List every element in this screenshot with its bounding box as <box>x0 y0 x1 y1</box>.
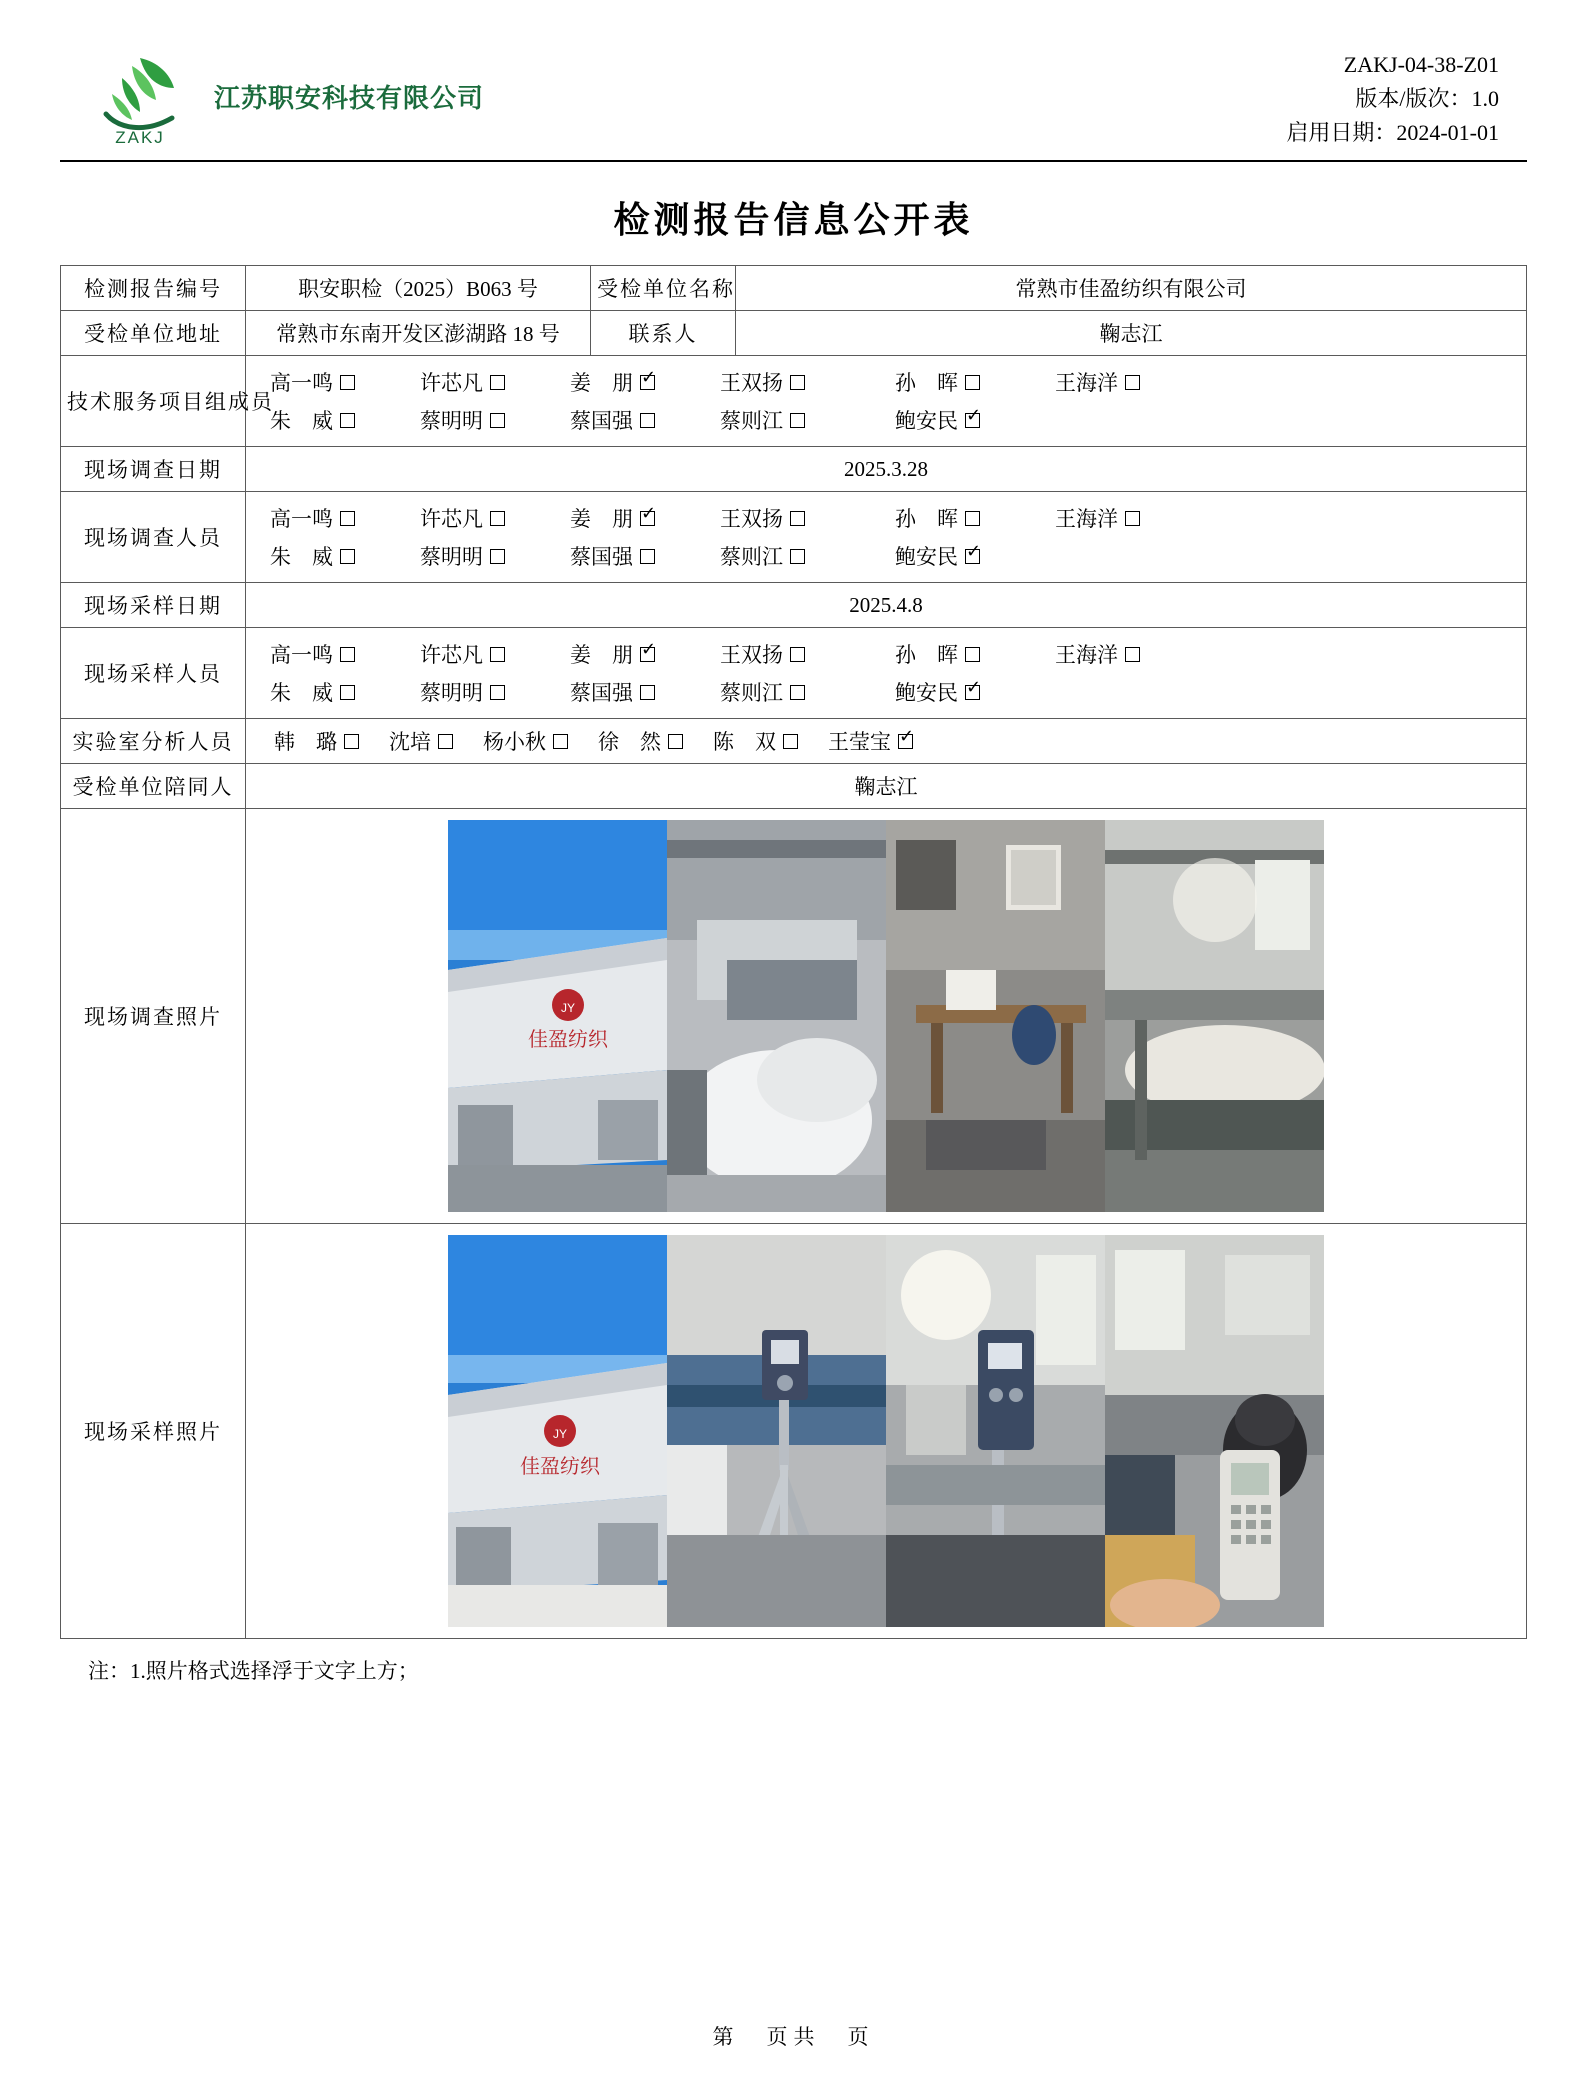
checkbox[interactable] <box>490 549 505 564</box>
roster-person[interactable]: 蔡明明 <box>420 405 570 435</box>
roster-person[interactable]: 姜 朋 ✓ <box>570 367 720 397</box>
roster-person[interactable]: 王海洋 <box>1055 367 1205 397</box>
lab-staff-roster <box>246 719 1527 764</box>
checkbox[interactable] <box>965 413 980 428</box>
escort-value: 鞠志江 <box>246 764 1527 809</box>
checkbox[interactable] <box>1125 511 1140 526</box>
lab-staff-label: 实验室分析人员 <box>61 719 246 764</box>
checkbox[interactable] <box>965 685 980 700</box>
roster-person[interactable]: 蔡明明 <box>420 677 570 707</box>
survey-staff-label: 现场调查人员 <box>61 492 246 583</box>
photo-thumbnail <box>448 820 667 1212</box>
photo-thumbnail <box>667 820 886 1212</box>
checkbox[interactable] <box>790 375 805 390</box>
roster-person[interactable]: 徐 然 <box>598 726 683 756</box>
checkbox[interactable] <box>490 413 505 428</box>
roster-person[interactable]: 杨小秋 <box>483 726 568 756</box>
address-label: 受检单位地址 <box>61 311 246 356</box>
roster-person[interactable]: 蔡明明 <box>420 541 570 571</box>
roster-person[interactable]: 鲍安民 ✓ <box>895 541 1055 571</box>
checkbox[interactable] <box>490 685 505 700</box>
client-value: 常熟市佳盈纺织有限公司 <box>736 266 1527 311</box>
document-effective-date: 启用日期：2024-01-01 <box>1286 120 1499 146</box>
sampling-photos-cell <box>246 1224 1527 1639</box>
svg-text:ZAKJ: ZAKJ <box>115 128 165 147</box>
svg-text:佳盈纺织: 佳盈纺织 <box>520 1454 600 1479</box>
checkbox[interactable] <box>640 511 655 526</box>
roster-person[interactable]: 韩 璐 <box>274 726 359 756</box>
roster-person[interactable]: 沈培 <box>389 726 453 756</box>
contact-label: 联系人 <box>591 311 736 356</box>
checkbox[interactable] <box>965 549 980 564</box>
checkbox[interactable] <box>490 511 505 526</box>
page-title: 检测报告信息公开表 <box>613 200 974 241</box>
footnote: 注：1.照片格式选择浮于文字上方； <box>88 1659 419 1684</box>
roster-person[interactable]: 孙 晖 <box>895 639 1055 669</box>
roster-person[interactable]: 王海洋 <box>1055 503 1205 533</box>
checkbox[interactable] <box>640 685 655 700</box>
checkbox[interactable] <box>965 375 980 390</box>
photo-thumbnail <box>886 820 1105 1212</box>
checkbox[interactable] <box>898 734 913 749</box>
roster-person[interactable]: 蔡则江 <box>720 405 895 435</box>
table-row <box>61 583 1527 628</box>
sampling-staff-roster <box>246 628 1527 719</box>
roster-person[interactable]: 高一鸣 <box>270 639 420 669</box>
roster-person[interactable]: 姜 朋 ✓ <box>570 503 720 533</box>
roster-person[interactable]: 鲍安民 ✓ <box>895 677 1055 707</box>
checkbox[interactable] <box>340 375 355 390</box>
address-value: 常熟市东南开发区澎湖路 18 号 <box>246 311 591 356</box>
roster-person[interactable]: 王莹宝 ✓ <box>828 726 913 756</box>
checkbox[interactable] <box>668 734 683 749</box>
table-row <box>61 447 1527 492</box>
checkbox[interactable] <box>490 375 505 390</box>
checkbox[interactable] <box>790 685 805 700</box>
table-row <box>61 266 1527 311</box>
client-label: 受检单位名称 <box>591 266 736 311</box>
table-row <box>61 764 1527 809</box>
roster-person[interactable]: 姜 朋 ✓ <box>570 639 720 669</box>
team-roster <box>246 356 1527 447</box>
checkbox[interactable] <box>783 734 798 749</box>
checkbox[interactable] <box>438 734 453 749</box>
roster-person[interactable]: 朱 威 <box>270 405 420 435</box>
sampling-photos-label: 现场采样照片 <box>61 1224 246 1639</box>
roster-person[interactable]: 高一鸣 <box>270 367 420 397</box>
checkbox[interactable] <box>790 647 805 662</box>
roster-person[interactable]: 蔡则江 <box>720 541 895 571</box>
table-row <box>61 628 1527 719</box>
roster-person[interactable]: 高一鸣 <box>270 503 420 533</box>
roster-person[interactable]: 蔡则江 <box>720 677 895 707</box>
table-row <box>61 311 1527 356</box>
checkbox[interactable] <box>553 734 568 749</box>
roster-person[interactable]: 朱 威 <box>270 541 420 571</box>
checkbox[interactable] <box>965 511 980 526</box>
page-footer: 第 页共 页 <box>712 2025 875 2049</box>
table-row <box>61 809 1527 1224</box>
checkbox[interactable] <box>340 413 355 428</box>
survey-date-value: 2025.3.28 <box>246 447 1527 492</box>
survey-date-label: 现场调查日期 <box>61 447 246 492</box>
checkbox[interactable] <box>1125 647 1140 662</box>
document-code: ZAKJ-04-38-Z01 <box>1343 52 1499 77</box>
sampling-staff-label: 现场采样人员 <box>61 628 246 719</box>
sampling-date-value: 2025.4.8 <box>246 583 1527 628</box>
checkbox[interactable] <box>344 734 359 749</box>
team-label: 技术服务项目组成员 <box>61 356 246 447</box>
checkbox[interactable] <box>1125 375 1140 390</box>
report-info-table <box>60 265 1527 1639</box>
checkbox[interactable] <box>340 685 355 700</box>
checkbox[interactable] <box>640 647 655 662</box>
checkbox[interactable] <box>340 549 355 564</box>
survey-photos-cell <box>246 809 1527 1224</box>
svg-text:JY: JY <box>560 1001 576 1016</box>
roster-person[interactable]: 蔡国强 <box>570 405 720 435</box>
roster-person[interactable]: 王双扬 <box>720 367 895 397</box>
photo-thumbnail <box>1105 820 1324 1212</box>
escort-label: 受检单位陪同人 <box>61 764 246 809</box>
table-row <box>61 356 1527 447</box>
checkbox[interactable] <box>340 647 355 662</box>
checkbox[interactable] <box>640 375 655 390</box>
roster-person[interactable]: 王双扬 <box>720 639 895 669</box>
roster-person[interactable]: 鲍安民 ✓ <box>895 405 1055 435</box>
table-row <box>61 1224 1527 1639</box>
roster-person[interactable]: 朱 威 <box>270 677 420 707</box>
table-row <box>61 719 1527 764</box>
roster-person[interactable]: 王海洋 <box>1055 639 1205 669</box>
roster-person[interactable]: 孙 晖 <box>895 367 1055 397</box>
page-header <box>60 36 1527 162</box>
roster-person[interactable]: 许芯凡 <box>420 367 570 397</box>
photo-thumbnail <box>448 1235 667 1627</box>
roster-person[interactable]: 蔡国强 <box>570 677 720 707</box>
survey-photos-label: 现场调查照片 <box>61 809 246 1224</box>
photo-thumbnail <box>667 1235 886 1627</box>
photo-thumbnail <box>886 1235 1105 1627</box>
roster-person[interactable]: 蔡国强 <box>570 541 720 571</box>
checkbox[interactable] <box>640 413 655 428</box>
checkbox[interactable] <box>790 511 805 526</box>
roster-person[interactable]: 许芯凡 <box>420 503 570 533</box>
survey-staff-roster <box>246 492 1527 583</box>
roster-person[interactable]: 陈 双 <box>713 726 798 756</box>
checkbox[interactable] <box>790 413 805 428</box>
contact-value: 鞠志江 <box>736 311 1527 356</box>
checkbox[interactable] <box>340 511 355 526</box>
roster-person[interactable]: 王双扬 <box>720 503 895 533</box>
checkbox[interactable] <box>640 549 655 564</box>
checkbox[interactable] <box>490 647 505 662</box>
svg-text:佳盈纺织: 佳盈纺织 <box>528 1027 608 1052</box>
report-no-value: 职安职检（2025）B063 号 <box>246 266 591 311</box>
header-left <box>88 44 484 148</box>
document-version: 版本/版次：1.0 <box>1355 86 1499 112</box>
photo-thumbnail <box>1105 1235 1324 1627</box>
roster-person[interactable]: 孙 晖 <box>895 503 1055 533</box>
sampling-date-label: 现场采样日期 <box>61 583 246 628</box>
checkbox[interactable] <box>790 549 805 564</box>
checkbox[interactable] <box>965 647 980 662</box>
header-meta <box>1286 44 1499 150</box>
roster-person[interactable]: 许芯凡 <box>420 639 570 669</box>
company-logo-icon <box>88 44 192 148</box>
table-row <box>61 492 1527 583</box>
company-name: 江苏职安科技有限公司 <box>214 83 485 113</box>
svg-text:JY: JY <box>552 1427 568 1442</box>
report-no-label: 检测报告编号 <box>61 266 246 311</box>
